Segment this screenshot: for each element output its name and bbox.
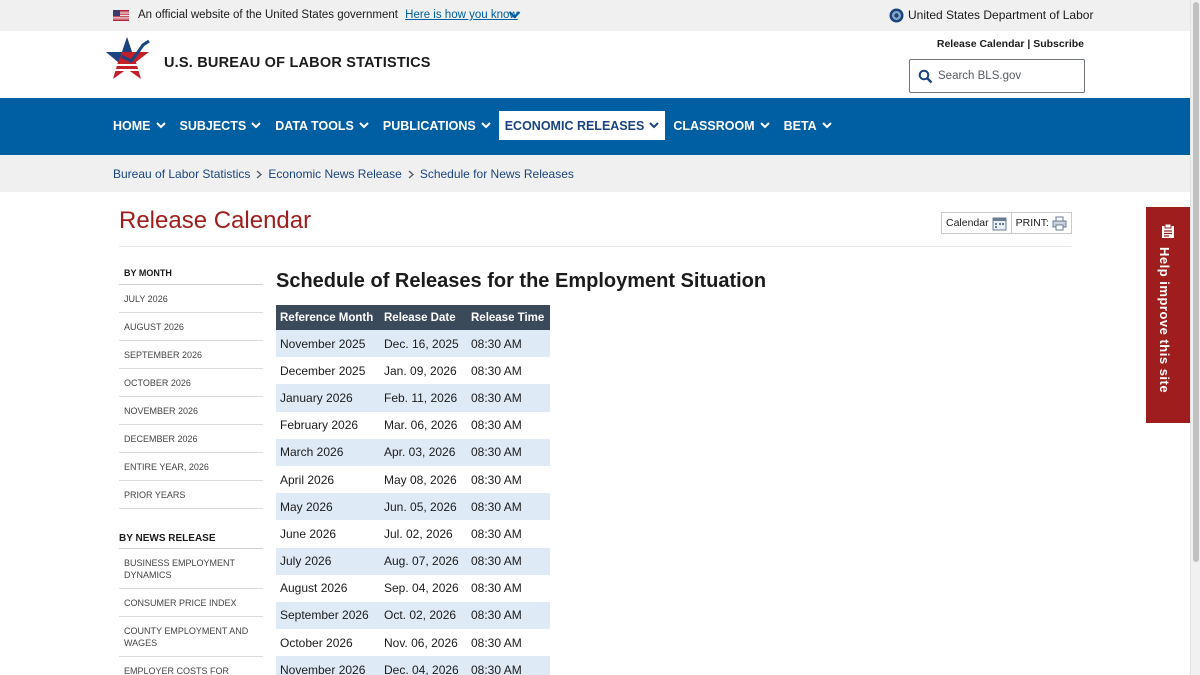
cell-release-date: Mar. 06, 2026 (384, 418, 458, 433)
search-box (909, 59, 1085, 93)
cell-reference-month: June 2026 (280, 526, 337, 541)
schedule-body (276, 330, 550, 675)
scroll-thumb[interactable] (1193, 2, 1199, 562)
table-row (276, 357, 550, 384)
calendar-label: Calendar (946, 217, 989, 229)
cell-reference-month: March 2026 (276, 439, 380, 466)
sidebar-release-link[interactable]: EMPLOYER COSTS FOR (119, 657, 263, 675)
cell-release-time: 08:30 AM (467, 602, 550, 629)
schedule-table (276, 305, 550, 675)
chevron-down-icon (359, 122, 369, 129)
how-you-know-link[interactable]: Here is how you know (405, 9, 518, 21)
nav-item-publications[interactable] (377, 111, 497, 140)
dol-seal-icon (889, 8, 904, 23)
column-header-release-time: Release Time (467, 305, 550, 330)
nav-item-data-tools[interactable] (269, 111, 375, 140)
month-list (119, 285, 263, 509)
by-month-heading: BY MONTH (119, 260, 263, 285)
us-flag-icon (113, 10, 129, 21)
nav-item-label: SUBJECTS (179, 118, 247, 133)
cell-release-date: Sep. 04, 2026 (384, 581, 459, 596)
table-row (276, 330, 550, 357)
sidebar-release-link[interactable]: CONSUMER PRICE INDEX (119, 589, 263, 617)
table-row (276, 466, 550, 493)
sidebar-release-link[interactable]: BUSINESS EMPLOYMENT DYNAMICS (119, 549, 263, 589)
cell-reference-month: February 2026 (280, 418, 359, 433)
cell-release-date: Aug. 07, 2026 (380, 548, 467, 575)
cell-release-date: Dec. 16, 2025 (380, 330, 467, 357)
cell-reference-month: April 2026 (280, 472, 335, 487)
cell-release-time: 08:30 AM (471, 635, 522, 650)
chevron-down-icon (251, 122, 261, 129)
sidebar-release-link[interactable]: COUNTY EMPLOYMENT AND WAGES (119, 617, 263, 657)
cell-reference-month: November 2026 (276, 656, 380, 675)
column-header-release-date: Release Date (380, 305, 467, 330)
department-link[interactable]: United States Department of Labor (908, 8, 1094, 22)
print-label: PRINT: (1015, 217, 1049, 229)
cell-release-time: 08:30 AM (471, 363, 522, 378)
sidebar-month-link[interactable]: PRIOR YEARS (119, 481, 263, 509)
sidebar-month-link[interactable]: OCTOBER 2026 (119, 369, 263, 397)
utility-links (937, 38, 1084, 50)
subscribe-link[interactable]: Subscribe (1033, 38, 1084, 50)
cell-reference-month: August 2026 (280, 581, 348, 596)
nav-item-subjects[interactable] (174, 111, 268, 140)
schedule-header-row (276, 305, 550, 330)
nav-item-label: CLASSROOM (673, 118, 755, 133)
page-title: Release Calendar (119, 207, 312, 234)
search-input[interactable] (938, 66, 1078, 86)
table-row (276, 602, 550, 629)
cell-release-date: Jul. 02, 2026 (384, 526, 453, 541)
cell-release-date: May 08, 2026 (384, 472, 457, 487)
sidebar-month-link[interactable]: JULY 2026 (119, 285, 263, 313)
chevron-down-icon (822, 122, 832, 129)
table-row (276, 493, 550, 520)
cell-release-time: 08:30 AM (467, 384, 550, 411)
cell-release-date: Feb. 11, 2026 (380, 384, 467, 411)
sidebar-month-link[interactable]: DECEMBER 2026 (119, 425, 263, 453)
nav-item-label: BETA (783, 118, 817, 133)
cell-release-time: 08:30 AM (471, 418, 522, 433)
title-divider (119, 246, 1071, 247)
nav-item-label: PUBLICATIONS (382, 118, 476, 133)
cell-release-date: Apr. 03, 2026 (380, 439, 467, 466)
cell-reference-month: October 2026 (280, 635, 353, 650)
sidebar-month-link[interactable]: NOVEMBER 2026 (119, 397, 263, 425)
page-tools (941, 212, 1072, 234)
cell-reference-month: July 2026 (276, 548, 380, 575)
nav-item-classroom[interactable] (667, 111, 775, 140)
page-scrollbar[interactable] (1190, 0, 1200, 675)
main-nav (0, 98, 1190, 155)
cell-release-date: Jun. 05, 2026 (380, 493, 467, 520)
feedback-tab[interactable] (1146, 207, 1190, 423)
cell-release-date: Dec. 04, 2026 (380, 656, 467, 675)
table-row (276, 656, 550, 675)
calendar-button[interactable] (942, 213, 1012, 233)
table-row (276, 629, 550, 656)
bls-logo-icon[interactable] (105, 35, 155, 87)
nav-item-home[interactable] (107, 111, 172, 140)
cell-reference-month: May 2026 (276, 493, 380, 520)
gov-official-label: An official website of the United States government (138, 9, 398, 21)
chevron-right-icon (408, 170, 414, 179)
utility-separator: | (1027, 38, 1031, 50)
nav-item-beta[interactable] (778, 111, 838, 140)
schedule-title: Schedule of Releases for the Employment Situation (276, 270, 767, 292)
release-list (119, 549, 263, 675)
nav-items (107, 111, 840, 140)
chevron-down-icon (760, 122, 770, 129)
cell-release-time: 08:30 AM (467, 493, 550, 520)
search-icon[interactable] (918, 69, 933, 84)
table-row (276, 575, 550, 602)
cell-reference-month: November 2025 (276, 330, 380, 357)
sidebar-gap (119, 509, 263, 525)
clipboard-icon (1161, 223, 1175, 239)
sidebar-month-link[interactable]: ENTIRE YEAR, 2026 (119, 453, 263, 481)
cell-reference-month: December 2025 (280, 363, 366, 378)
cell-release-time: 08:30 AM (471, 472, 522, 487)
nav-item-label: HOME (113, 118, 151, 133)
chevron-down-icon (649, 122, 659, 129)
chevron-down-icon (481, 122, 491, 129)
cell-release-time: 08:30 AM (467, 439, 550, 466)
cell-release-time: 08:30 AM (467, 330, 550, 357)
cell-release-date: Jan. 09, 2026 (384, 363, 457, 378)
nav-item-label: DATA TOOLS (275, 118, 354, 133)
site-name[interactable]: U.S. BUREAU OF LABOR STATISTICS (164, 55, 431, 71)
cell-release-time: 08:30 AM (471, 581, 522, 596)
chevron-right-icon (256, 170, 262, 179)
table-row (276, 412, 550, 439)
cell-release-time: 08:30 AM (467, 548, 550, 575)
column-header-reference-month: Reference Month (276, 305, 380, 330)
breadcrumb-link[interactable]: Economic News Release (268, 167, 402, 181)
print-button[interactable] (1012, 213, 1071, 233)
nav-item-label: ECONOMIC RELEASES (504, 118, 645, 133)
table-row (276, 548, 550, 575)
cell-release-date: Nov. 06, 2026 (384, 635, 458, 650)
breadcrumb-link[interactable]: Bureau of Labor Statistics (113, 167, 251, 181)
calendar-icon (992, 216, 1007, 231)
nav-item-economic-releases[interactable] (499, 111, 666, 140)
breadcrumb (113, 167, 574, 181)
table-row (276, 439, 550, 466)
breadcrumb-link[interactable]: Schedule for News Releases (419, 167, 574, 181)
table-row (276, 520, 550, 547)
sidebar-month-link[interactable]: AUGUST 2026 (119, 313, 263, 341)
release-calendar-link[interactable]: Release Calendar (936, 38, 1025, 50)
cell-release-time: 08:30 AM (467, 656, 550, 675)
printer-icon (1052, 216, 1067, 231)
cell-reference-month: September 2026 (276, 602, 380, 629)
cell-release-time: 08:30 AM (471, 526, 522, 541)
cell-release-date: Oct. 02, 2026 (380, 602, 467, 629)
table-row (276, 384, 550, 411)
chevron-down-icon (156, 122, 166, 129)
feedback-label: Help improve this site (1157, 247, 1172, 394)
sidebar (119, 260, 263, 675)
breadcrumb-bar (0, 155, 1190, 192)
cell-reference-month: January 2026 (276, 384, 380, 411)
gov-banner (0, 0, 1190, 31)
gov-official-text (138, 9, 518, 21)
sidebar-month-link[interactable]: SEPTEMBER 2026 (119, 341, 263, 369)
chevron-down-icon[interactable] (508, 10, 521, 20)
site-header (0, 31, 1190, 98)
by-news-release-heading: BY NEWS RELEASE (119, 525, 263, 549)
